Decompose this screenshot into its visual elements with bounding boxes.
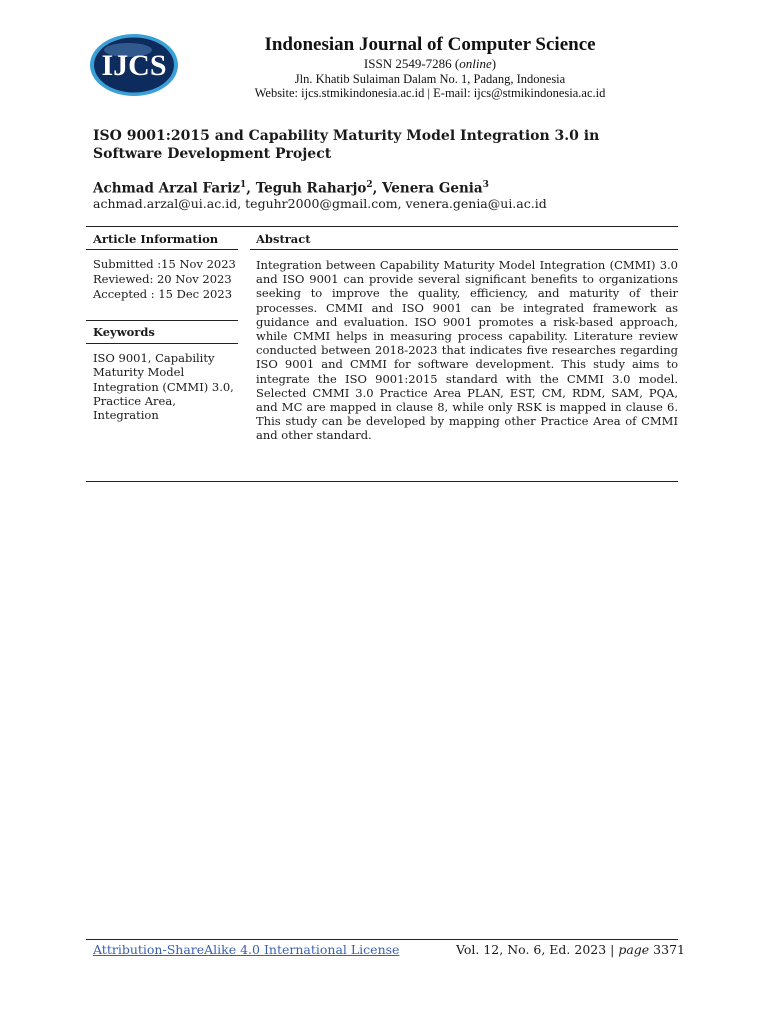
keywords-list [93, 351, 239, 422]
section-top-rule [86, 226, 678, 227]
article-title: ISO 9001:2015 and Capability Maturity Model Integration 3.0 in Software Development Project [93, 128, 600, 162]
keywords-rule [86, 343, 238, 344]
author-list [93, 180, 489, 197]
logo-text: IJCS [101, 49, 167, 82]
abstract-heading: Abstract [256, 232, 311, 246]
issn-suffix: ) [491, 56, 497, 71]
author-name: Venera Genia [382, 180, 483, 197]
page-number: 3371 [649, 942, 685, 957]
journal-title: Indonesian Journal of Computer Science [264, 34, 596, 55]
issn-line [180, 56, 680, 72]
keyword-line: Practice Area, [93, 393, 176, 408]
article-info-heading: Article Information [93, 232, 219, 246]
author-affiliation-mark: 1 [240, 180, 247, 190]
section-bottom-rule [86, 481, 678, 482]
author-affiliation-mark: 3 [482, 180, 489, 190]
author-name: Teguh Raharjo [255, 180, 367, 197]
author-affiliation-mark: 2 [366, 180, 373, 190]
issn-prefix: ISSN 2549-7286 ( [363, 56, 460, 71]
issn-online: online [459, 56, 492, 71]
journal-contact: Website: ijcs.stmikindonesia.ac.id | E-mail: ijcs@stmikindonesia.ac.id [254, 86, 606, 100]
keywords-heading: Keywords [93, 325, 155, 339]
journal-logo [88, 32, 180, 98]
footer-rule [86, 939, 678, 940]
page-label: page [618, 942, 650, 957]
volume-info: Vol. 12, No. 6, Ed. 2023 | [456, 942, 619, 957]
author-separator: , [372, 180, 383, 197]
date-accepted: Accepted : 15 Dec 2023 [93, 287, 233, 301]
keyword-line: Maturity Model [93, 365, 185, 380]
article-info-rule [86, 249, 238, 250]
ijcs-logo-icon [88, 32, 180, 98]
keyword-line: Integration [93, 408, 159, 423]
keyword-line: Integration (CMMI) 3.0, [93, 379, 234, 394]
volume-page-info [456, 942, 685, 957]
date-submitted: Submitted :15 Nov 2023 [93, 257, 236, 271]
abstract-rule [250, 249, 678, 250]
keywords-top-rule [86, 320, 238, 321]
license-link[interactable]: Attribution-ShareAlike 4.0 International License [93, 942, 400, 957]
abstract-body: Integration between Capability Maturity Model Integration (CMMI) 3.0 and ISO 9001 can provide several significant benefits to organizations seeking to improve the quality, efficiency, and maturity of their processes. CMMI and ISO 9001 can be integrated framework as guidance and evaluation. ISO 9001 promotes a risk-based approach, while CMMI helps in measuring process capability. Literature review conducted between 2018-2023 that indicates five researches regarding ISO 9001 and CMMI for software development. This study aims to integrate the ISO 9001:2015 standard with the CMMI 3.0 model. Selected CMMI 3.0 Practice Area PLAN, EST, CM, RDM, SAM, PQA, and MC are mapped in clause 8, while only RSK is mapped in clause 6. This study can be developed by mapping other Practice Area of CMMI and other standard. [256, 258, 678, 443]
author-name: Achmad Arzal Fariz [93, 180, 241, 197]
author-emails: achmad.arzal@ui.ac.id, teguhr2000@gmail.com, venera.genia@ui.ac.id [93, 196, 547, 211]
keyword-line: ISO 9001, Capability [93, 351, 215, 365]
journal-address: Jln. Khatib Sulaiman Dalam No. 1, Padang, Indonesia [294, 72, 566, 86]
author-separator: , [246, 180, 256, 197]
date-reviewed: Reviewed: 20 Nov 2023 [93, 272, 232, 286]
